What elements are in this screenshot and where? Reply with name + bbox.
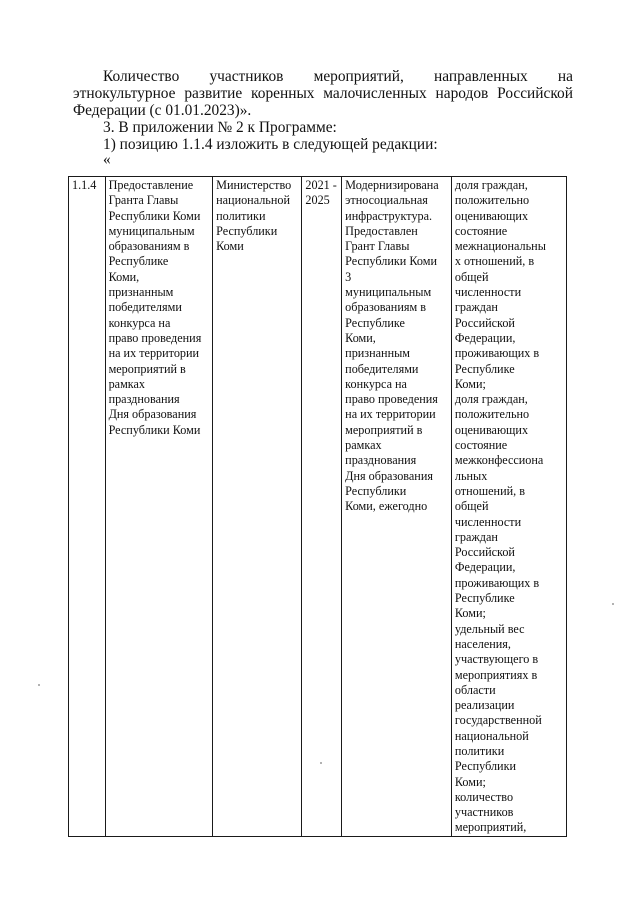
activity-text: Предоставление Гранта Главы Республики Коми муниципальным образованиям в Республике Коми, признанным победителями конкурса на право проведения на их территории мероприятий в рамках празднования Дня образования Республики Коми	[108, 178, 202, 437]
open-quote-mark: «	[103, 151, 111, 168]
activity-cell	[105, 177, 213, 837]
paragraph-position-1-1-4: 1) позицию 1.1.4 изложить в следующей редакции:	[103, 136, 438, 153]
years-text: 2021 - 2025	[305, 178, 337, 208]
executor-text: Министерство национальной политики Республики Коми	[216, 178, 292, 254]
executor-cell	[213, 177, 302, 837]
row-number-cell	[69, 177, 106, 837]
table-row	[69, 177, 567, 837]
program-table	[68, 176, 567, 837]
intro-text	[73, 68, 573, 166]
scan-speck	[612, 603, 614, 605]
scan-speck	[38, 684, 40, 686]
paragraph-participants-count: Количество участников мероприятий, направленных на этнокультурное развитие коренных малочисленных народов Российской Федерации (с 01.01.2023)».	[73, 68, 573, 119]
years-cell	[302, 177, 342, 837]
result-text: Модернизирована этносоциальная инфраструктура. Предоставлен Грант Главы Республики Коми 3 муниципальным образованиям в Республике Коми, признанным победителями конкурса на право проведения на их территории мероприятий в рамках празднования Дня образования Республики Коми, ежегодно	[345, 178, 439, 514]
result-cell	[342, 177, 452, 837]
row-number: 1.1.4	[72, 178, 97, 192]
paragraph-appendix-2: 3. В приложении № 2 к Программе:	[103, 119, 337, 136]
indicators-cell	[451, 177, 566, 837]
indicators-text: доля граждан, положительно оценивающих состояние межнациональны х отношений, в общей численности граждан Российской Федерации, проживающих в Республике Коми; доля граждан, положительно оценивающих состояние межконфессиона льных отношений, в общей численности граждан Российской Федерации, проживающих в Республике Коми; удельный вес населения, участвующего в мероприятиях в области реализации государственной национальной политики Республики Коми; количество участников мероприятий,	[454, 178, 546, 835]
scan-speck	[320, 762, 322, 764]
